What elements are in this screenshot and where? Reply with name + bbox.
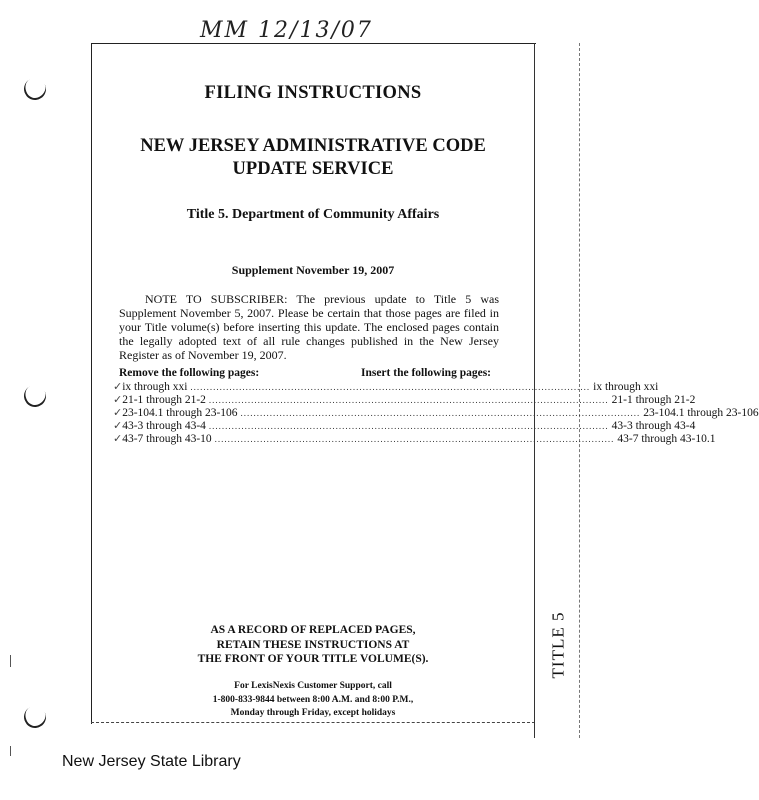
insert-pages: 43-3 through 43-4: [611, 420, 696, 432]
page-replacement-row: [113, 407, 759, 420]
note-text: The previous update to Title 5 was Supplement November 5, 2007. Please be certain that those pages are filed in your Title volume(s) before inserting this update. The enclosed pages contain the legally adopted text of all rule changes published in the New Jersey Register as of November 19, 2007.: [119, 292, 500, 362]
insert-pages: ix through xxi: [593, 381, 659, 393]
library-footer: New Jersey State Library: [62, 753, 241, 770]
page-replacement-row: [113, 381, 659, 394]
page-replacement-row: [113, 433, 716, 446]
remove-pages: 43-7 through 43-10: [122, 433, 212, 445]
punch-hole-bottom: [20, 702, 50, 732]
insert-pages: 23-104.1 through 23-106: [643, 407, 759, 419]
code-title-line: UPDATE SERVICE: [232, 159, 394, 179]
remove-pages: ix through xxi: [122, 381, 188, 393]
support-line: 1-800-833-9844 between 8:00 A.M. and 8:00 P.M.,: [212, 694, 414, 705]
page-replacement-list: [113, 381, 759, 446]
dot-leader: ...........................................................................................................................: [190, 382, 591, 392]
check-mark-icon: ✓: [113, 420, 123, 432]
insert-pages: 43-7 through 43-10.1: [617, 433, 716, 445]
page-replacement-row: [113, 394, 696, 407]
record-notice: [91, 623, 535, 667]
record-notice-line: RETAIN THESE INSTRUCTIONS AT: [216, 638, 410, 651]
punch-hole-middle: [20, 381, 50, 411]
check-mark-icon: ✓: [113, 433, 123, 445]
customer-support-info: [91, 680, 535, 721]
record-notice-line: THE FRONT OF YOUR TITLE VOLUME(S).: [197, 653, 429, 665]
page-frame-bottom-edge: [91, 722, 535, 723]
support-line: Monday through Friday, except holidays: [230, 708, 396, 718]
check-mark-icon: ✓: [113, 407, 123, 419]
insert-pages: 21-1 through 21-2: [611, 394, 696, 406]
title-tab: [543, 610, 573, 680]
code-title-line: NEW JERSEY ADMINISTRATIVE CODE: [140, 136, 486, 156]
supplement-date: Supplement November 19, 2007: [231, 263, 395, 277]
dot-leader: ...........................................................................................................................: [208, 421, 609, 431]
dot-leader: ...........................................................................................................................: [208, 395, 609, 405]
support-line: For LexisNexis Customer Support, call: [234, 681, 392, 691]
punch-hole-top: [20, 74, 50, 104]
dot-leader: ...........................................................................................................................: [214, 434, 615, 444]
margin-mark: [10, 655, 11, 667]
code-title: [91, 135, 535, 181]
page-title: FILING INSTRUCTIONS: [204, 83, 422, 103]
title-tab-label: TITLE 5: [548, 611, 568, 679]
page-replacement-row: [113, 420, 696, 433]
dot-leader: ...........................................................................................................................: [240, 408, 641, 418]
margin-mark: [10, 746, 11, 756]
remove-pages: 23-104.1 through 23-106: [122, 407, 238, 419]
check-mark-icon: ✓: [113, 381, 123, 393]
subscriber-note: [119, 292, 499, 362]
check-mark-icon: ✓: [113, 394, 123, 406]
department-heading: Title 5. Department of Community Affairs: [186, 207, 440, 222]
remove-pages: 43-3 through 43-4: [122, 420, 206, 432]
remove-pages: 21-1 through 21-2: [122, 394, 206, 406]
note-label: NOTE TO SUBSCRIBER:: [145, 292, 288, 306]
insert-pages-header: Insert the following pages:: [360, 367, 491, 379]
remove-pages-header: Remove the following pages:: [119, 367, 260, 379]
handwritten-date-annotation: MM 12/13/07: [200, 18, 373, 43]
record-notice-line: AS A RECORD OF REPLACED PAGES,: [210, 624, 416, 636]
